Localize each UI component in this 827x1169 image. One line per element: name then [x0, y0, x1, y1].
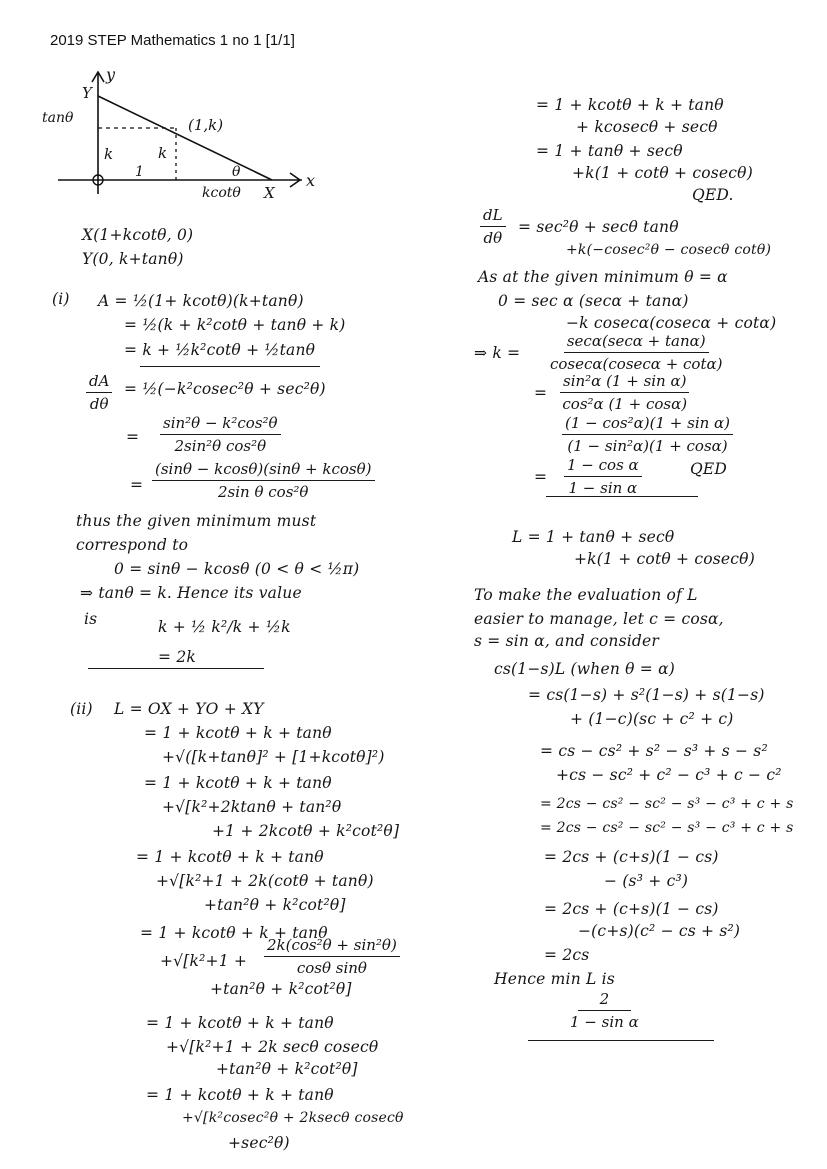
L-line-5: +√[k²+2ktanθ + tan²θ	[162, 798, 342, 816]
dL-den: dθ	[483, 229, 503, 247]
fraction-2-num: (sinθ − kcosθ)(sinθ + kcosθ)	[152, 460, 375, 481]
L-line-2: = 1 + kcotθ + k + tanθ	[144, 724, 332, 742]
cs-line-6: = 2cs − cs² − sc² − s³ − c³ + c + s	[540, 796, 794, 812]
k-fraction-4-num: 1 − cos α	[564, 456, 642, 477]
thus-line-1: thus the given minimum must	[76, 512, 317, 530]
cs-line-7: = 2cs − cs² − sc² − s³ − c³ + c + s	[540, 820, 794, 836]
tan-label: tanθ	[42, 110, 74, 126]
L-line-9: +tan²θ + k²cot²θ]	[204, 896, 346, 914]
dA-line-1: = ½(−k²cosec²θ + sec²θ)	[124, 380, 326, 398]
to-make-line-2: easier to manage, let c = cosα,	[474, 610, 724, 628]
point-label: (1,k)	[188, 116, 224, 134]
k-fraction-2-num: sin²α (1 + sin α)	[560, 372, 689, 393]
cs-line-11: −(c+s)(c² − cs + s²)	[578, 922, 741, 940]
cs-line-3: + (1−c)(sc + c² + c)	[570, 710, 734, 728]
k-end-rule	[546, 496, 698, 497]
is-word: is	[84, 610, 98, 628]
L-line-10: = 1 + kcotθ + k + tanθ	[140, 924, 328, 942]
tan-equals-k: ⇒ tanθ = k. Hence its value	[80, 584, 302, 602]
fraction-1-num: sin²θ − k²cos²θ	[160, 414, 281, 435]
cs-line-12: = 2cs	[544, 946, 590, 964]
R-line-2: + kcosecθ + secθ	[576, 118, 718, 136]
page-header: 2019 STEP Mathematics 1 no 1 [1/1]	[50, 32, 295, 49]
theta-label: θ	[232, 164, 241, 180]
eq-sign-1: =	[126, 428, 140, 446]
Y-point-label: Y	[82, 84, 92, 102]
to-make-line-1: To make the evaluation of L	[474, 586, 698, 604]
fraction-1-den: 2sin²θ cos²θ	[174, 437, 267, 455]
L-fraction-num: 2k(cos²θ + sin²θ)	[264, 936, 400, 957]
k-equals: ⇒ k =	[474, 344, 521, 362]
eq-sign-2: =	[130, 476, 144, 494]
k-fraction-3-den: (1 − sin²α)(1 + cosα)	[567, 437, 728, 455]
cs-line-10: = 2cs + (c+s)(1 − cs)	[544, 900, 719, 918]
min-L-den: 1 − sin α	[570, 1013, 639, 1031]
k-fraction-1-num: secα(secα + tanα)	[564, 332, 709, 353]
L-line-14: +√[k²+1 + 2k secθ cosecθ	[166, 1038, 379, 1056]
L-line-16: = 1 + kcotθ + k + tanθ	[146, 1086, 334, 1104]
cs-line-4: = cs − cs² + s² − s³ + s − s²	[540, 742, 768, 760]
L-line-1: L = OX + YO + XY	[114, 700, 264, 718]
x-axis-label: x	[306, 171, 316, 190]
k-fraction-2	[560, 372, 689, 413]
R-line-4: +k(1 + cotθ + cosecθ)	[572, 164, 753, 182]
eq-sign-k2: =	[534, 384, 548, 402]
eq-sign-k4: =	[534, 468, 548, 486]
hence-min: Hence min L is	[494, 970, 615, 988]
L-line-8: +√[k²+1 + 2k(cotθ + tanθ)	[156, 872, 374, 890]
kcot-label: kcotθ	[202, 185, 241, 201]
k-fraction-1	[550, 332, 722, 373]
L-line-11a: +√[k²+1 +	[160, 952, 248, 970]
part-ii-label: (ii)	[70, 700, 93, 718]
min-L-fraction	[570, 990, 639, 1031]
part-i-label: (i)	[52, 290, 70, 308]
y-axis-label: y	[106, 65, 116, 84]
k-fraction-1-den: cosecα(cosecα + cotα)	[550, 355, 723, 373]
area-line-3: = k + ½k²cotθ + ½tanθ	[124, 341, 316, 359]
k-fraction-2-den: cos²α (1 + cosα)	[562, 395, 688, 413]
to-make-line-3: s = sin α, and consider	[474, 632, 660, 650]
cs-line-9: − (s³ + c³)	[604, 872, 689, 890]
cs-line-1: cs(1−s)L (when θ = α)	[494, 660, 676, 678]
cs-line-2: = cs(1−s) + s²(1−s) + s(1−s)	[528, 686, 765, 704]
L-line-13: = 1 + kcotθ + k + tanθ	[146, 1014, 334, 1032]
L-line-17: +√[k²cosec²θ + 2ksecθ cosecθ	[182, 1110, 404, 1126]
L-line-7: = 1 + kcotθ + k + tanθ	[136, 848, 324, 866]
X-point-label: X	[264, 184, 275, 202]
R-line-9: −k cosecα(cosecα + cotα)	[566, 314, 777, 332]
value-result: = 2k	[158, 648, 196, 666]
L-line-3: +√([k+tanθ]² + [1+kcotθ]²)	[162, 748, 385, 766]
fraction-2	[152, 460, 375, 501]
dA-num: dA	[86, 372, 112, 393]
L-line-12: +tan²θ + k²cot²θ]	[210, 980, 352, 998]
zero-condition: 0 = sinθ − kcosθ (0 < θ < ½π)	[114, 560, 360, 578]
dL-dtheta	[480, 206, 506, 247]
dA-den: dθ	[89, 395, 109, 413]
cs-line-5: +cs − sc² + c² − c³ + c − c²	[556, 766, 782, 784]
y-coord: Y(0, k+tanθ)	[82, 250, 184, 268]
L-line-4: = 1 + kcotθ + k + tanθ	[144, 774, 332, 792]
qed-1: QED.	[692, 186, 734, 204]
final-rule	[528, 1040, 714, 1041]
one-label: 1	[135, 164, 144, 180]
fraction-2-den: 2sin θ cos²θ	[218, 483, 309, 501]
k-fraction-4-den: 1 − sin α	[568, 479, 638, 497]
min-L-num: 2	[578, 990, 632, 1011]
dA-dtheta	[86, 372, 112, 413]
dL-num: dL	[480, 206, 506, 227]
L-line-6: +1 + 2kcotθ + k²cot²θ]	[212, 822, 400, 840]
thus-line-2: correspond to	[76, 536, 189, 554]
L-fraction-den: cosθ sinθ	[296, 959, 367, 977]
R-line-8: 0 = sec α (secα + tanα)	[498, 292, 689, 310]
area-underline	[140, 366, 320, 367]
area-line-2: = ½(k + k²cotθ + tanθ + k)	[124, 316, 346, 334]
L-restated-1: L = 1 + tanθ + secθ	[512, 528, 675, 546]
R-line-7: As at the given minimum θ = α	[478, 268, 728, 286]
k-mid-label: k	[158, 144, 168, 162]
L-line-18: +sec²θ)	[228, 1134, 290, 1152]
L-fraction	[264, 936, 400, 977]
value-expression: k + ½ k²/k + ½k	[158, 618, 291, 636]
x-coord: X(1+kcotθ, 0)	[82, 226, 194, 244]
R-line-3: = 1 + tanθ + secθ	[536, 142, 683, 160]
R-line-1: = 1 + kcotθ + k + tanθ	[536, 96, 724, 114]
fraction-1	[160, 414, 281, 455]
L-line-15: +tan²θ + k²cot²θ]	[216, 1060, 358, 1078]
k-fraction-3	[562, 414, 733, 455]
part-i-end-rule	[88, 668, 264, 669]
hypotenuse-line	[98, 96, 272, 180]
k-fraction-3-num: (1 − cos²α)(1 + sin α)	[562, 414, 733, 435]
qed-2: QED	[690, 460, 728, 478]
R-line-6: +k(−cosec²θ − cosecθ cotθ)	[566, 242, 772, 258]
L-restated-2: +k(1 + cotθ + cosecθ)	[574, 550, 755, 568]
area-line-1: A = ½(1+ kcotθ)(k+tanθ)	[98, 292, 304, 310]
cs-line-8: = 2cs + (c+s)(1 − cs)	[544, 848, 719, 866]
R-line-5: = sec²θ + secθ tanθ	[518, 218, 679, 236]
k-fraction-4	[564, 456, 642, 497]
k-left-label: k	[104, 145, 114, 163]
triangle-diagram	[40, 62, 330, 212]
